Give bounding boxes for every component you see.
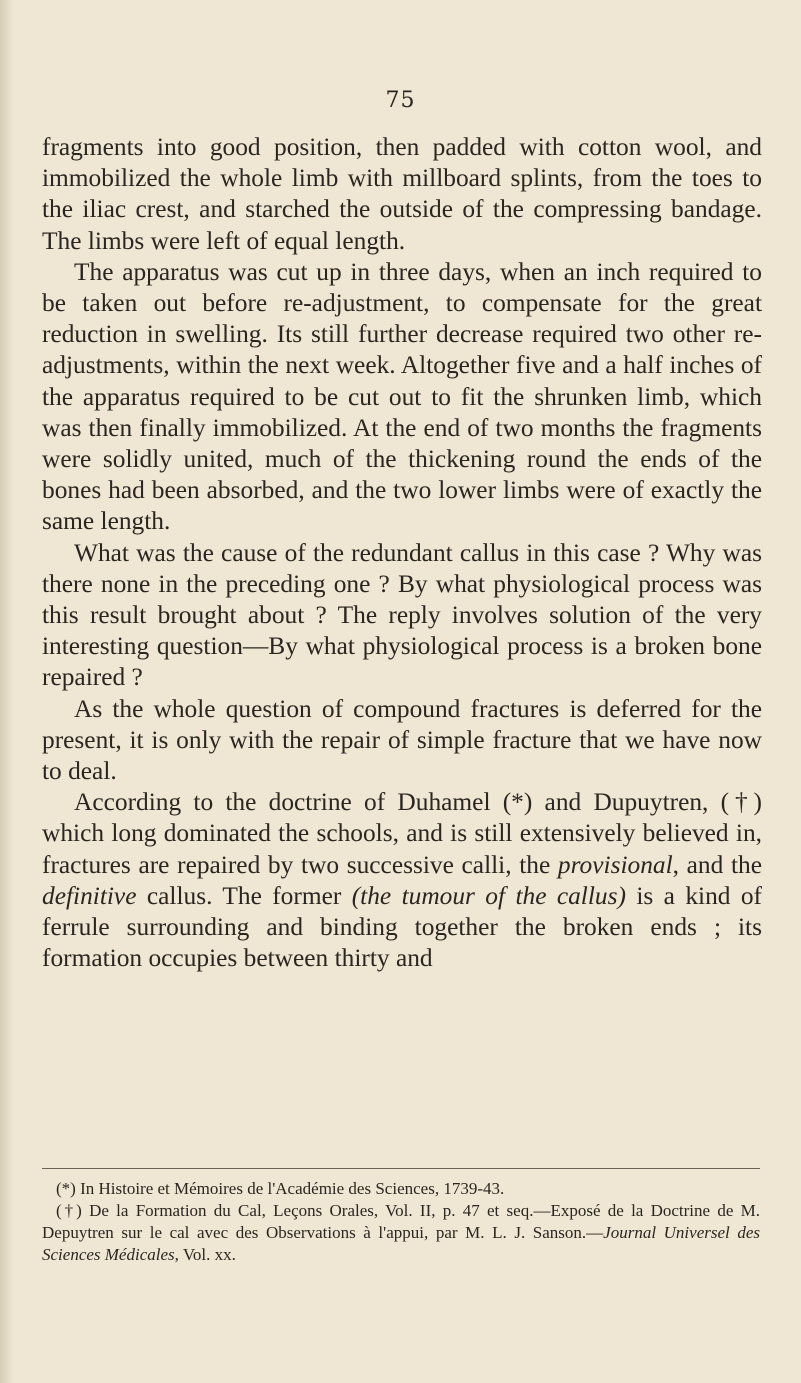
text-run: As the whole question of compound fractures is deferred for the present, it is only with the repair of simple fracture that we have now to deal.	[42, 694, 762, 786]
text-run: is a kind of ferrule surrounding and binding together the broken ends ; its formation occupies between thirty and	[42, 881, 762, 973]
page-number: 75	[385, 88, 416, 113]
text-run: callus. The former	[136, 881, 352, 910]
paragraph	[42, 787, 762, 974]
paragraph	[42, 694, 762, 788]
text-run: (†) De la Formation du Cal, Leçons Orales, Vol. II, p. 47 et seq.—Exposé de la Doctrine de M. Depuytren sur le cal avec des Observations à l'appui, par M. L. J. Sanson.—	[42, 1201, 760, 1242]
text-run: , Vol. xx.	[174, 1245, 236, 1264]
paragraph	[42, 257, 762, 538]
footnote-rule	[42, 1168, 760, 1169]
text-run: , and the	[672, 850, 762, 879]
footnote	[42, 1178, 760, 1200]
italic-text: definitive	[42, 881, 137, 910]
paragraph	[42, 538, 762, 694]
text-run: fragments into good position, then padded with cotton wool, and immobilized the whole limb with millboard splints, from the toes to the iliac crest, and starched the outside of the compressing bandage. The limbs were left of equal length.	[42, 133, 762, 255]
text-run: The apparatus was cut up in three days, when an inch required to be taken out before re-adjustment, to compensate for the great reduction in swelling. Its still further decrease required two other re-adjustments, within the next week. Altogether five and a half inches of the apparatus required to be cut out to fit the shrunken limb, which was then finally immobilized. At the end of two months the fragments were solidly united, much of the thickening round the ends of the bones had been absorbed, and the two lower limbs were of exactly the same length.	[42, 257, 762, 536]
text-run: According to the doctrine of Duhamel (*) and Dupuytren, (†) which long dominated the schools, and is still extensively believed in, fractures are repaired by two successive calli, the	[42, 788, 762, 879]
body-text	[42, 132, 762, 974]
italic-text: Journal Universel des Sciences Médicales	[42, 1223, 761, 1264]
text-run: (*) In Histoire et Mémoires de l'Académie des Sciences, 1739-43.	[56, 1179, 505, 1198]
paragraph	[42, 132, 762, 257]
italic-text: (the tumour of the callus)	[351, 881, 626, 910]
page-edge-shadow	[0, 0, 14, 1383]
footnote	[42, 1200, 760, 1266]
italic-text: provisional	[557, 850, 673, 879]
text-run: What was the cause of the redundant callus in this case ? Why was there none in the preceding one ? By what physiological process was this result brought about ? The reply involves solution of the very interesting question—By what physiological process is a broken bone repaired ?	[42, 538, 762, 692]
footnotes	[42, 1178, 760, 1266]
